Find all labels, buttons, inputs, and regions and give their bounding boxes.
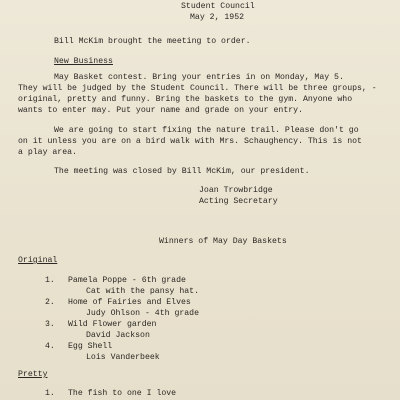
list-item-number: 4. [45,342,55,351]
list-item-number: 3. [45,320,55,329]
opening-line: Bill McKim brought the meeting to order. [54,37,251,46]
paragraph-line: a play area. [18,148,77,157]
list-item-detail: Lois Vanderbeek [86,353,160,362]
list-item: Egg Shell [68,342,113,351]
signature-title: Acting Secretary [199,197,278,206]
paragraph-line: They will be judged by the Student Council. There will be three groups, - [18,84,377,93]
list-item: Wild Flower garden [68,320,157,329]
closing-line: The meeting was closed by Bill McKim, our president. [54,167,310,176]
list-item-detail: Cat with the pansy hat. [86,287,200,296]
list-item-detail: David Jackson [86,331,150,340]
list-item-number: 2. [45,298,55,307]
document-title: Student Council [181,2,255,11]
document-date: May 2, 1952 [190,13,245,22]
list-item-detail: Judy Ohlson - 4th grade [86,309,200,318]
section-heading-original: Original [18,256,58,265]
list-item-number: 1. [45,389,55,398]
section-heading-pretty: Pretty [18,370,48,379]
winners-title: Winners of May Day Baskets [159,237,287,246]
list-item: The fish to one I love [68,389,177,398]
list-item: Home of Fairies and Elves [68,298,191,307]
paragraph-line: We are going to start fixing the nature trail. Please don't go [54,126,359,135]
list-item-number: 1. [45,276,55,285]
signature-name: Joan Trowbridge [199,186,273,195]
section-heading-new-business: New Business [54,57,113,66]
paragraph-line: May Basket contest. Bring your entries in on Monday, May 5. [54,73,344,82]
list-item: Pamela Poppe - 6th grade [68,276,186,285]
paragraph-line: wants to enter may. Put your name and grade on your entry. [18,106,303,115]
paragraph-line: on it unless you are on a bird walk with Mrs. Schaughency. This is not [18,137,362,146]
paragraph-line: original, pretty and funny. Bring the baskets to the gym. Anyone who [18,95,353,104]
